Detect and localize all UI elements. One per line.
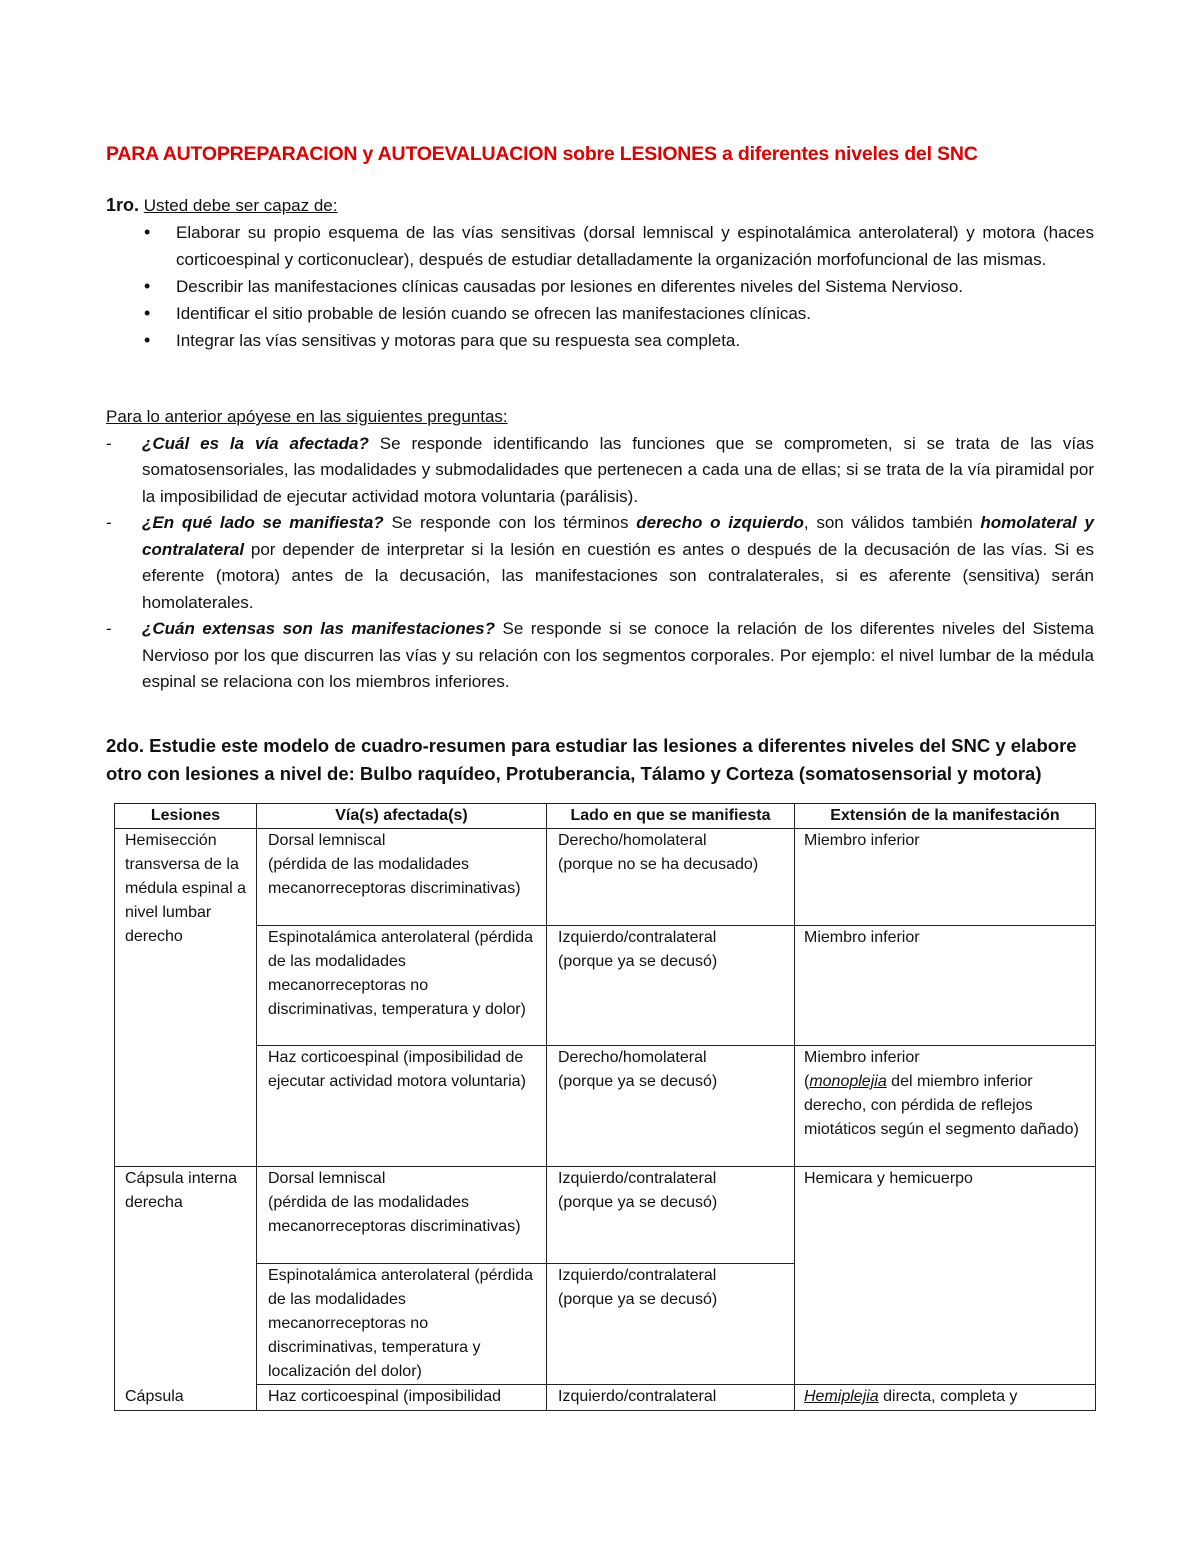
list-item-text: Integrar las vías sensitivas y motoras para que su respuesta sea completa. [176, 331, 741, 350]
table-row [115, 1046, 1096, 1167]
term-text: Hemiplejia [804, 1388, 879, 1405]
extension-cell [795, 1046, 1096, 1167]
column-header: Lesiones [115, 804, 257, 829]
questions-list [106, 431, 1094, 696]
via-cell: Haz corticoespinal (imposibilidad [257, 1385, 547, 1411]
lado-cell: Izquierdo/contralateral (porque ya se decusó) [547, 1264, 795, 1385]
lado-cell: Derecho/homolateral (porque ya se decusó) [547, 1046, 795, 1167]
question-text: ¿En qué lado se manifiesta? [142, 513, 384, 532]
table-row [115, 1385, 1096, 1411]
term-text: monoplejia [809, 1073, 887, 1090]
via-cell: Dorsal lemniscal (pérdida de las modalidades mecanorreceptoras discriminativas) [257, 829, 547, 926]
list-item [106, 273, 1094, 300]
lesion-cell: Cápsula interna derecha [115, 1167, 257, 1385]
lado-cell: Derecho/homolateral (porque no se ha decusado) [547, 829, 795, 926]
paren-text: ( [804, 1073, 810, 1090]
list-item [106, 300, 1094, 327]
lado-cell: Izquierdo/contralateral [547, 1385, 795, 1411]
question-text: ¿Cuán extensas son las manifestaciones? [142, 619, 496, 638]
extension-text: directa, completa y [878, 1388, 1018, 1405]
extension-cell [795, 1385, 1096, 1411]
extension-detail [804, 1070, 1089, 1142]
bullet-icon: • [144, 222, 151, 242]
bullet-icon: • [144, 276, 151, 296]
summary-table [114, 803, 1096, 1411]
question-text: ¿Cuál es la vía afectada? [142, 433, 369, 453]
answer-text: por depender de interpretar si la lesión en cuestión es antes o después de la decusación de las vías. Si es eferente (motora) antes de la decusación, las manifestaciones son contralaterales, si es aferente (sensitiva) serán homolaterales. [142, 539, 1094, 612]
answer-text: Se responde con los términos [383, 513, 637, 532]
bullet-icon: • [144, 303, 151, 323]
list-item-text: Describir las manifestaciones clínicas causadas por lesiones en diferentes niveles del Sistema Nervioso. [176, 277, 964, 296]
via-cell: Haz corticoespinal (imposibilidad de ejecutar actividad motora voluntaria) [257, 1046, 547, 1167]
list-item [106, 431, 1094, 511]
list-item [106, 510, 1094, 616]
table-row [115, 926, 1096, 1046]
section-2-heading: 2do. Estudie este modelo de cuadro-resumen para estudiar las lesiones a diferentes niveles del SNC y elabore otro con lesiones a nivel de: Bulbo raquídeo, Protuberancia, Tálamo y Corteza (somatosensorial y motora) [106, 735, 1077, 784]
answer-text: Se responde si se conoce la relación de los diferentes niveles del Sistema Nervioso por los que discurren las vías y su relación con los segmentos corporales. Por ejemplo: el nivel lumbar de la médula espinal se relaciona con los miembros inferiores. [142, 619, 1094, 691]
table-row [115, 829, 1096, 926]
list-item [106, 327, 1094, 354]
questions-lead: Para lo anterior apóyese en las siguientes preguntas: [106, 407, 508, 426]
list-item-text: Elaborar su propio esquema de las vías sensitivas (dorsal lemniscal y espinotalámica anterolateral) y motora (haces corticoespinal y corticonuclear), después de estudiar detalladamente la organización morfofuncional de las mismas. [176, 223, 1094, 269]
answer-text: , son válidos también [803, 513, 981, 532]
extension-cell: Hemicara y hemicuerpo [795, 1167, 1096, 1385]
lesion-cell: Cápsula [115, 1385, 257, 1411]
dash-icon: - [106, 433, 112, 453]
objectives-list [106, 219, 1094, 354]
section-1 [106, 192, 1094, 354]
via-cell: Espinotalámica anterolateral (pérdida de las modalidades mecanorreceptoras no discriminativas, temperatura y dolor) [257, 926, 547, 1046]
table-header-row [115, 804, 1096, 829]
via-cell: Dorsal lemniscal (pérdida de las modalidades mecanorreceptoras discriminativas) [257, 1167, 547, 1264]
section-1-lead-text: Usted debe ser capaz de: [143, 196, 338, 215]
emphasis-text: derecho o izquierdo [636, 513, 804, 532]
column-header: Lado en que se manifiesta [547, 804, 795, 829]
answer-text: Se responde identificando las funciones que se comprometen, si se trata de las vías somatosensoriales, las modalidades y submodalidades que pertenecen a cada una de ellas; si se trata de la vía piramidal por la imposibilidad de ejecutar actividad motora voluntaria (parálisis). [142, 433, 1095, 506]
list-item [106, 219, 1094, 273]
section-1-lead [106, 192, 1094, 219]
via-cell: Espinotalámica anterolateral (pérdida de las modalidades mecanorreceptoras no discriminativas, temperatura y localización del dolor) [257, 1264, 547, 1385]
list-item-text: Identificar el sitio probable de lesión cuando se ofrecen las manifestaciones clínicas. [176, 304, 812, 323]
lesion-cell: Hemisección transversa de la médula espinal a nivel lumbar derecho [115, 829, 257, 1167]
column-header: Extensión de la manifestación [795, 804, 1096, 829]
table-row [115, 1167, 1096, 1264]
extension-cell: Miembro inferior [795, 926, 1096, 1046]
lado-cell: Izquierdo/contralateral (porque ya se decusó) [547, 926, 795, 1046]
lado-cell: Izquierdo/contralateral (porque ya se decusó) [547, 1167, 795, 1264]
section-1-number: 1ro. [106, 195, 140, 215]
list-item [106, 616, 1094, 696]
emphasis-text: homolateral y contralateral [142, 513, 1094, 559]
dash-icon: - [106, 513, 112, 532]
questions-section [106, 404, 1094, 696]
extension-text: Miembro inferior [804, 1049, 920, 1066]
dash-icon: - [106, 619, 112, 638]
column-header: Vía(s) afectada(s) [257, 804, 547, 829]
extension-cell: Miembro inferior [795, 829, 1096, 926]
bullet-icon: • [144, 330, 151, 350]
extension-text: del miembro inferior derecho, con pérdida de reflejos miotáticos según el segmento dañado) [804, 1073, 1079, 1138]
page-title: PARA AUTOPREPARACION y AUTOEVALUACION sobre LESIONES a diferentes niveles del SNC [106, 143, 978, 165]
